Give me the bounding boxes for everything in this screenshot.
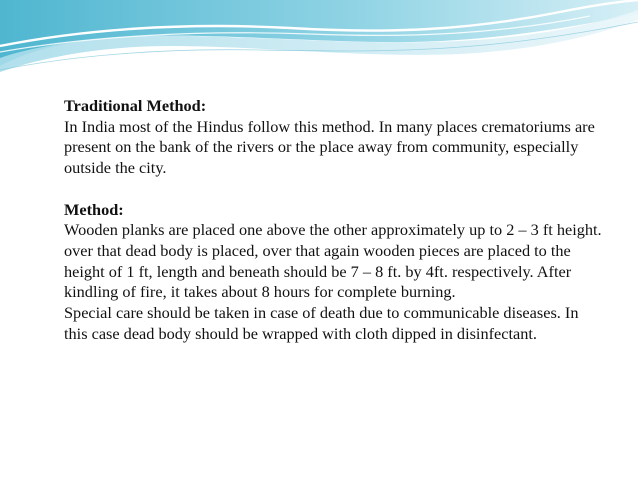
section-body-method-2: Special care should be taken in case of death due to communicable diseases. In this case dead body should be wrapped with cloth dipped in disinfectant. — [64, 303, 579, 343]
header-wave-decoration — [0, 0, 638, 90]
section-body-method-1: Wooden planks are placed one above the other approximately up to 2 – 3 ft height. over that dead body is placed, over that again wooden pieces are placed to the height of 1 ft, length and beneath should be 7 – 8 ft. by 4ft. respectively. After kindling of fire, it takes about 8 hours for complete burning. — [64, 220, 602, 302]
section-heading-method: Method: — [64, 199, 124, 219]
section-body-traditional-method: In India most of the Hindus follow this method. In many places crematoriums are present on the bank of the rivers or the place away from community, especially outside the city. — [64, 116, 595, 178]
paragraph-spacer — [64, 179, 604, 200]
slide-content — [64, 96, 604, 344]
section-heading-traditional-method: Traditional Method: — [64, 96, 207, 115]
